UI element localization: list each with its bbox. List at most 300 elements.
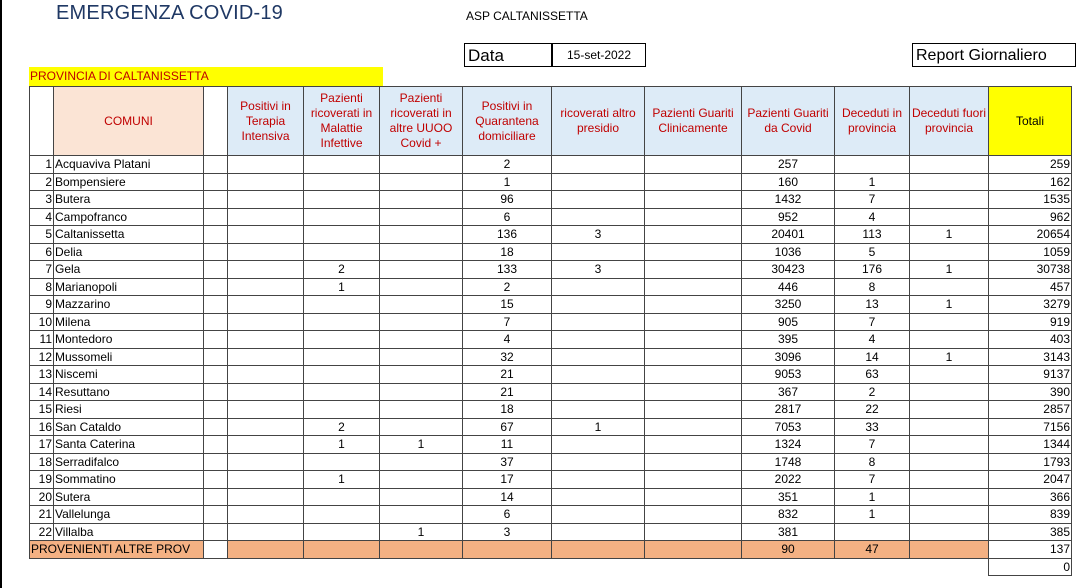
table-row [30,453,1072,471]
table-row [30,156,1072,174]
deceduti-fuori-cell [910,401,989,419]
terapia-intensiva-cell [228,453,304,471]
malattie-infettive-cell [304,243,380,261]
malattie-infettive-cell [304,348,380,366]
table-row [30,208,1072,226]
totale-cell: 366 [989,488,1072,506]
separator-cell [204,348,228,366]
totale-cell: 962 [989,208,1072,226]
totale-cell: 385 [989,523,1072,541]
guariti-clinicamente-cell [645,436,742,454]
deceduti-fuori-cell [910,383,989,401]
guariti-clinicamente-cell [645,471,742,489]
separator-cell [204,453,228,471]
totale-cell: 20654 [989,226,1072,244]
deceduti-fuori-cell [910,191,989,209]
guariti-covid-cell: 20401 [742,226,835,244]
separator-cell [204,296,228,314]
row-number: 19 [30,471,54,489]
row-number: 17 [30,436,54,454]
comune-name: Riesi [54,401,204,419]
guariti-clinicamente-cell [645,296,742,314]
altro-presidio-cell [552,156,645,174]
header-row [30,87,1072,156]
totale-cell: 457 [989,278,1072,296]
deceduti-fuori-cell [910,208,989,226]
separator-cell [204,226,228,244]
guariti-clinicamente-cell [645,383,742,401]
malattie-infettive-cell [304,541,380,559]
altro-presidio-cell: 3 [552,226,645,244]
guariti-covid-cell: 160 [742,173,835,191]
malattie-infettive-cell [304,453,380,471]
altre-uuoo-cell [380,348,463,366]
altro-presidio-cell: 3 [552,261,645,279]
quarantena-cell: 18 [463,243,552,261]
altro-presidio-cell [552,523,645,541]
empty-cell [380,558,463,576]
terapia-intensiva-cell [228,278,304,296]
header-totali: Totali [989,87,1072,156]
terapia-intensiva-cell [228,383,304,401]
row-number: 11 [30,331,54,349]
comune-name: Resuttano [54,383,204,401]
totale-cell: 3143 [989,348,1072,366]
separator-cell [204,313,228,331]
separator-cell [204,436,228,454]
guariti-covid-cell: 381 [742,523,835,541]
comune-name: Villalba [54,523,204,541]
altre-uuoo-cell [380,453,463,471]
altro-presidio-cell: 1 [552,418,645,436]
deceduti-fuori-cell [910,523,989,541]
comune-name: Gela [54,261,204,279]
deceduti-fuori-cell [910,331,989,349]
terapia-intensiva-cell [228,436,304,454]
totale-cell: 30738 [989,261,1072,279]
malattie-infettive-cell: 1 [304,278,380,296]
guariti-covid-cell: 3250 [742,296,835,314]
malattie-infettive-cell [304,226,380,244]
terapia-intensiva-cell [228,523,304,541]
quarantena-cell: 4 [463,331,552,349]
terapia-intensiva-cell [228,488,304,506]
table-row [30,488,1072,506]
malattie-infettive-cell [304,296,380,314]
malattie-infettive-cell [304,523,380,541]
separator-cell [204,471,228,489]
altro-presidio-cell [552,296,645,314]
table-row [30,278,1072,296]
altre-uuoo-cell [380,243,463,261]
row-number: 15 [30,401,54,419]
deceduti-fuori-cell [910,418,989,436]
province-label: PROVINCIA DI CALTANISSETTA [29,67,383,86]
guariti-covid-cell: 1036 [742,243,835,261]
quarantena-cell: 18 [463,401,552,419]
altro-presidio-cell [552,488,645,506]
guariti-clinicamente-cell [645,226,742,244]
header-deceduti-provincia: Deceduti in provincia [835,87,910,156]
quarantena-cell: 14 [463,488,552,506]
header-guariti-covid: Pazienti Guariti da Covid [742,87,835,156]
table-row [30,401,1072,419]
comune-name: Caltanissetta [54,226,204,244]
row-number: 14 [30,383,54,401]
quarantena-cell: 6 [463,208,552,226]
guariti-covid-cell: 1324 [742,436,835,454]
asp-label: ASP CALTANISSETTA [466,9,588,23]
comune-name: Mussomeli [54,348,204,366]
left-border [0,0,2,588]
altro-presidio-cell [552,208,645,226]
quarantena-cell: 6 [463,506,552,524]
deceduti-provincia-cell: 176 [835,261,910,279]
totale-cell: 839 [989,506,1072,524]
guariti-covid-cell: 2817 [742,401,835,419]
comune-name: Serradifalco [54,453,204,471]
deceduti-provincia-cell: 47 [835,541,910,559]
table-row [30,261,1072,279]
deceduti-provincia-cell: 8 [835,453,910,471]
guariti-clinicamente-cell [645,366,742,384]
altre-uuoo-cell [380,173,463,191]
deceduti-provincia-cell [835,156,910,174]
empty-cell [463,558,552,576]
terapia-intensiva-cell [228,208,304,226]
covid-table [29,86,1072,576]
separator-cell [204,488,228,506]
guariti-covid-cell: 7053 [742,418,835,436]
totale-cell: 1344 [989,436,1072,454]
table-row [30,506,1072,524]
altro-presidio-cell [552,243,645,261]
table-row [30,383,1072,401]
separator-cell [204,383,228,401]
comune-name: Sommatino [54,471,204,489]
guariti-covid-cell: 257 [742,156,835,174]
grand-total-cell: 0 [989,558,1072,576]
separator-cell [204,331,228,349]
terapia-intensiva-cell [228,191,304,209]
guariti-covid-cell: 446 [742,278,835,296]
quarantena-cell: 1 [463,173,552,191]
table-row [30,331,1072,349]
altre-uuoo-cell [380,226,463,244]
altro-presidio-cell [552,401,645,419]
deceduti-provincia-cell: 4 [835,331,910,349]
quarantena-cell: 96 [463,191,552,209]
deceduti-fuori-cell [910,278,989,296]
row-number: 9 [30,296,54,314]
altro-presidio-cell [552,383,645,401]
row-number: 1 [30,156,54,174]
totale-cell: 919 [989,313,1072,331]
quarantena-cell: 32 [463,348,552,366]
terapia-intensiva-cell [228,331,304,349]
guariti-covid-cell: 952 [742,208,835,226]
totale-cell: 7156 [989,418,1072,436]
altre-uuoo-cell [380,156,463,174]
deceduti-provincia-cell: 33 [835,418,910,436]
header-number-cell [30,87,54,156]
malattie-infettive-cell [304,506,380,524]
row-number: 2 [30,173,54,191]
malattie-infettive-cell [304,383,380,401]
separator-cell [204,418,228,436]
quarantena-cell [463,541,552,559]
altro-presidio-cell [552,313,645,331]
separator-cell [204,523,228,541]
deceduti-fuori-cell [910,488,989,506]
altre-uuoo-cell [380,313,463,331]
altre-uuoo-cell: 1 [380,523,463,541]
totale-cell: 1793 [989,453,1072,471]
row-number: 5 [30,226,54,244]
guariti-clinicamente-cell [645,173,742,191]
table-row [30,523,1072,541]
guariti-clinicamente-cell [645,418,742,436]
guariti-clinicamente-cell [645,488,742,506]
altre-uuoo-cell: 1 [380,436,463,454]
deceduti-provincia-cell [835,523,910,541]
guariti-covid-cell: 30423 [742,261,835,279]
row-number: 7 [30,261,54,279]
altro-presidio-cell [552,331,645,349]
header-separator [204,87,228,156]
comune-name: Butera [54,191,204,209]
row-number: 20 [30,488,54,506]
altro-presidio-cell [552,506,645,524]
guariti-covid-cell: 90 [742,541,835,559]
guariti-clinicamente-cell [645,331,742,349]
empty-cell [910,558,989,576]
deceduti-fuori-cell: 1 [910,226,989,244]
totale-cell: 1059 [989,243,1072,261]
header-terapia-intensiva: Positivi in Terapia Intensiva [228,87,304,156]
terapia-intensiva-cell [228,226,304,244]
quarantena-cell: 133 [463,261,552,279]
terapia-intensiva-cell [228,418,304,436]
deceduti-provincia-cell: 1 [835,173,910,191]
altre-prov-row [30,541,1072,559]
row-number: 4 [30,208,54,226]
deceduti-fuori-cell: 1 [910,296,989,314]
totale-cell: 403 [989,331,1072,349]
comune-name: Marianopoli [54,278,204,296]
deceduti-provincia-cell: 2 [835,383,910,401]
deceduti-fuori-cell [910,366,989,384]
report-label: Report Giornaliero [912,43,1076,67]
guariti-clinicamente-cell [645,453,742,471]
separator-cell [204,261,228,279]
comune-name: Campofranco [54,208,204,226]
altre-uuoo-cell [380,488,463,506]
deceduti-provincia-cell: 113 [835,226,910,244]
guariti-clinicamente-cell [645,208,742,226]
header-altre-uuoo: Pazienti ricoverati in altre UUOO Covid + [380,87,463,156]
comune-name: Sutera [54,488,204,506]
malattie-infettive-cell [304,488,380,506]
table-row [30,348,1072,366]
altre-uuoo-cell [380,191,463,209]
header-deceduti-fuori: Deceduti fuori provincia [910,87,989,156]
quarantena-cell: 15 [463,296,552,314]
malattie-infettive-cell: 1 [304,436,380,454]
altre-uuoo-cell [380,296,463,314]
guariti-covid-cell: 905 [742,313,835,331]
deceduti-provincia-cell: 22 [835,401,910,419]
terapia-intensiva-cell [228,156,304,174]
quarantena-cell: 3 [463,523,552,541]
terapia-intensiva-cell [228,296,304,314]
totale-cell: 259 [989,156,1072,174]
table-row [30,418,1072,436]
guariti-covid-cell: 3096 [742,348,835,366]
separator-cell [204,156,228,174]
quarantena-cell: 2 [463,278,552,296]
malattie-infettive-cell [304,331,380,349]
guariti-covid-cell: 9053 [742,366,835,384]
altro-presidio-cell [552,366,645,384]
deceduti-fuori-cell [910,471,989,489]
separator-cell [204,243,228,261]
totale-cell: 2047 [989,471,1072,489]
separator-cell [204,506,228,524]
row-number: 16 [30,418,54,436]
quarantena-cell: 136 [463,226,552,244]
row-number: 3 [30,191,54,209]
terapia-intensiva-cell [228,348,304,366]
deceduti-provincia-cell: 8 [835,278,910,296]
altre-uuoo-cell [380,278,463,296]
empty-cell [835,558,910,576]
totale-cell: 390 [989,383,1072,401]
deceduti-provincia-cell: 7 [835,313,910,331]
quarantena-cell: 21 [463,366,552,384]
deceduti-fuori-cell [910,541,989,559]
malattie-infettive-cell [304,191,380,209]
table-row [30,173,1072,191]
empty-cell [304,558,380,576]
guariti-covid-cell: 367 [742,383,835,401]
deceduti-provincia-cell: 7 [835,471,910,489]
altre-uuoo-cell [380,261,463,279]
comune-name: Santa Caterina [54,436,204,454]
terapia-intensiva-cell [228,506,304,524]
altre-uuoo-cell [380,401,463,419]
separator-cell [204,541,228,559]
guariti-clinicamente-cell [645,261,742,279]
altro-presidio-cell [552,436,645,454]
terapia-intensiva-cell [228,366,304,384]
altre-uuoo-cell [380,208,463,226]
totale-cell: 162 [989,173,1072,191]
altro-presidio-cell [552,348,645,366]
deceduti-fuori-cell [910,173,989,191]
deceduti-provincia-cell: 4 [835,208,910,226]
date-label: Data [464,43,552,67]
deceduti-fuori-cell [910,453,989,471]
guariti-clinicamente-cell [645,156,742,174]
deceduti-provincia-cell: 7 [835,191,910,209]
comune-name: San Cataldo [54,418,204,436]
altre-uuoo-cell [380,383,463,401]
table-row [30,296,1072,314]
deceduti-fuori-cell [910,436,989,454]
row-number: 13 [30,366,54,384]
empty-cell [54,558,204,576]
empty-cell [552,558,645,576]
deceduti-fuori-cell: 1 [910,261,989,279]
row-number: 10 [30,313,54,331]
altre-uuoo-cell [380,331,463,349]
deceduti-fuori-cell [910,506,989,524]
terapia-intensiva-cell [228,541,304,559]
header-quarantena: Positivi in Quarantena domiciliare [463,87,552,156]
malattie-infettive-cell [304,366,380,384]
deceduti-fuori-cell [910,156,989,174]
empty-cell [30,558,54,576]
malattie-infettive-cell [304,313,380,331]
deceduti-provincia-cell: 1 [835,506,910,524]
comune-name: Milena [54,313,204,331]
guariti-clinicamente-cell [645,401,742,419]
guariti-clinicamente-cell [645,541,742,559]
separator-cell [204,208,228,226]
header-guariti-clinicamente: Pazienti Guariti Clinicamente [645,87,742,156]
grand-total-row [30,558,1072,576]
row-number: 22 [30,523,54,541]
separator-cell [204,401,228,419]
comune-name: Delia [54,243,204,261]
deceduti-provincia-cell: 5 [835,243,910,261]
altro-presidio-cell [552,541,645,559]
separator-cell [204,366,228,384]
separator-cell [204,191,228,209]
header-malattie-infettive: Pazienti ricoverati in Malattie Infettive [304,87,380,156]
malattie-infettive-cell [304,156,380,174]
guariti-covid-cell: 351 [742,488,835,506]
table-row [30,366,1072,384]
totale-cell: 137 [989,541,1072,559]
altro-presidio-cell [552,471,645,489]
empty-cell [228,558,304,576]
terapia-intensiva-cell [228,471,304,489]
quarantena-cell: 11 [463,436,552,454]
altre-uuoo-cell [380,418,463,436]
deceduti-fuori-cell: 1 [910,348,989,366]
totale-cell: 3279 [989,296,1072,314]
separator-cell [204,278,228,296]
terapia-intensiva-cell [228,173,304,191]
altre-uuoo-cell [380,471,463,489]
guariti-clinicamente-cell [645,278,742,296]
row-number: 18 [30,453,54,471]
malattie-infettive-cell: 2 [304,418,380,436]
table-row [30,243,1072,261]
guariti-covid-cell: 395 [742,331,835,349]
row-number: 12 [30,348,54,366]
altre-uuoo-cell [380,366,463,384]
quarantena-cell: 37 [463,453,552,471]
malattie-infettive-cell: 2 [304,261,380,279]
empty-cell [742,558,835,576]
altro-presidio-cell [552,191,645,209]
guariti-covid-cell: 2022 [742,471,835,489]
altro-presidio-cell [552,173,645,191]
guariti-covid-cell: 1432 [742,191,835,209]
